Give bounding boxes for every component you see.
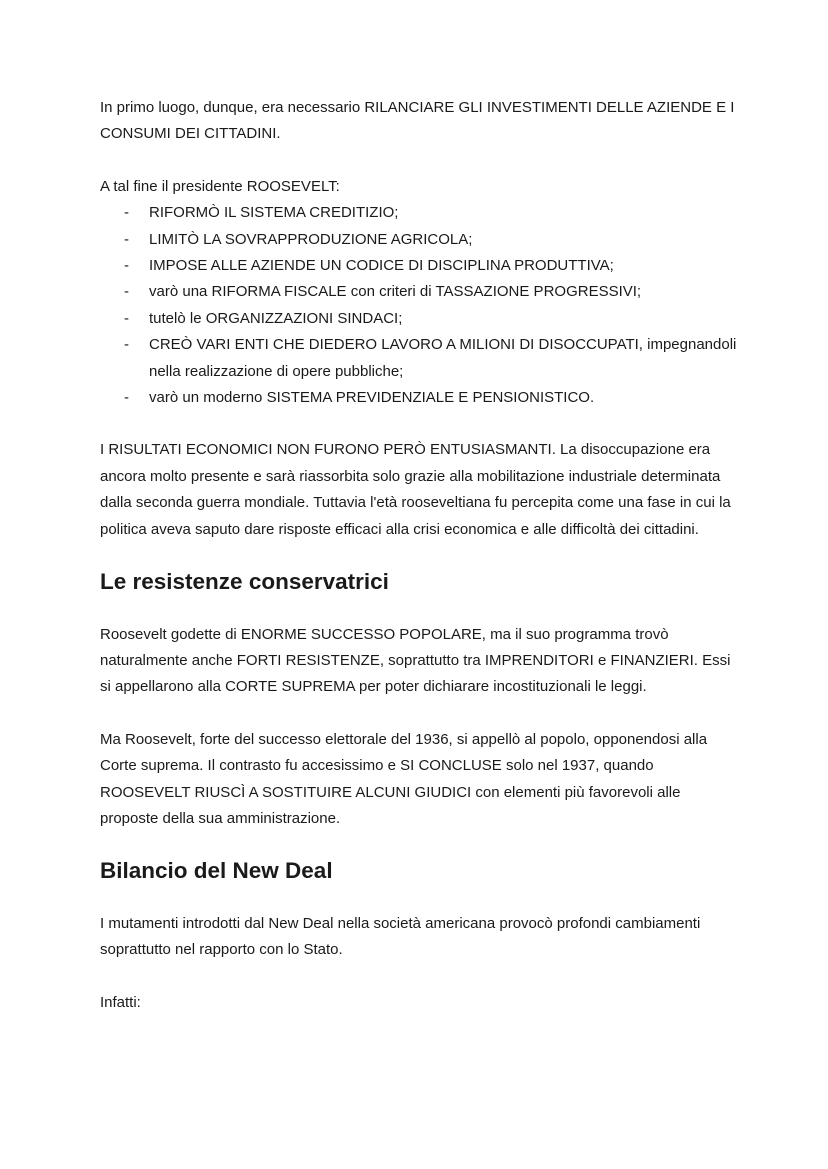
spacer [100, 411, 740, 437]
spacer [100, 596, 740, 622]
intro-paragraph: In primo luogo, dunque, era necessario RILANCIARE GLI INVESTIMENTI DELLE AZIENDE E I CONSUMI DEI CITTADINI. [100, 99, 735, 143]
balance-paragraph-2: Infatti: [100, 993, 141, 1011]
list-item [100, 200, 740, 226]
results-paragraph: I RISULTATI ECONOMICI NON FURONO PERÒ ENTUSIASMANTI. La disoccupazione era ancora molto presente e sarà riassorbita solo grazie alla mobilitazione industriale determinata dalla seconda guerra mondiale. Tuttavia l'età rooseveltiana fu percepita come una fase in cui la politica aveva saputo dare risposte efficaci alla crisi economica e alle difficoltà dei cittadini. [100, 441, 731, 538]
list-item-text: CREÒ VARI ENTI CHE DIEDERO LAVORO A MILIONI DI DISOCCUPATI, impegnandoli nella realizzazione di opere pubbliche; [149, 336, 737, 380]
list-item [100, 279, 740, 305]
spacer [100, 832, 740, 858]
section-heading-conservative: Le resistenze conservatrici [100, 569, 389, 595]
list-item [100, 385, 740, 411]
list-item [100, 306, 740, 332]
conservative-paragraph-2: Ma Roosevelt, forte del successo elettorale del 1936, si appellò al popolo, opponendosi alla Corte suprema. Il contrasto fu accesissimo e SI CONCLUSE solo nel 1937, quando ROOSEVELT RIUSCÌ A SOSTITUIRE ALCUNI GIUDICI con elementi più favorevoli alle proposte della sua amministrazione. [100, 730, 708, 827]
spacer [100, 964, 740, 990]
section-heading-balance: Bilancio del New Deal [100, 858, 333, 884]
spacer [100, 885, 740, 911]
bullet-dash: - [124, 204, 129, 222]
measures-intro: A tal fine il presidente ROOSEVELT: [100, 177, 340, 195]
list-item-text: tutelò le ORGANIZZAZIONI SINDACI; [149, 309, 403, 327]
spacer [100, 543, 740, 569]
list-item [100, 253, 740, 279]
list-item-text: varò un moderno SISTEMA PREVIDENZIALE E PENSIONISTICO. [149, 389, 595, 407]
spacer [100, 148, 740, 174]
bullet-dash: - [124, 389, 129, 407]
bullet-dash: - [124, 336, 129, 354]
list-item [100, 227, 740, 253]
list-item-text: RIFORMÒ IL SISTEMA CREDITIZIO; [149, 204, 399, 222]
list-item [100, 332, 740, 385]
bullet-dash: - [124, 257, 129, 275]
list-item-text: IMPOSE ALLE AZIENDE UN CODICE DI DISCIPLINA PRODUTTIVA; [149, 257, 614, 275]
list-item-text: varò una RIFORMA FISCALE con criteri di TASSAZIONE PROGRESSIVI; [149, 283, 642, 301]
spacer [100, 701, 740, 727]
bullet-dash: - [124, 309, 129, 327]
balance-paragraph-1: I mutamenti introdotti dal New Deal nella società americana provocò profondi cambiamenti soprattutto nel rapporto con lo Stato. [100, 914, 701, 959]
document-page [100, 95, 740, 1016]
conservative-paragraph-1: Roosevelt godette di ENORME SUCCESSO POPOLARE, ma il suo programma trovò naturalmente anche FORTI RESISTENZE, soprattutto tra IMPRENDITORI e FINANZIERI. Essi si appellarono alla CORTE SUPREMA per poter dichiarare incostituzionali le leggi. [100, 625, 731, 696]
bullet-dash: - [124, 283, 129, 301]
measures-list [100, 200, 740, 411]
bullet-dash: - [124, 230, 129, 248]
list-item-text: LIMITÒ LA SOVRAPPRODUZIONE AGRICOLA; [149, 230, 473, 248]
